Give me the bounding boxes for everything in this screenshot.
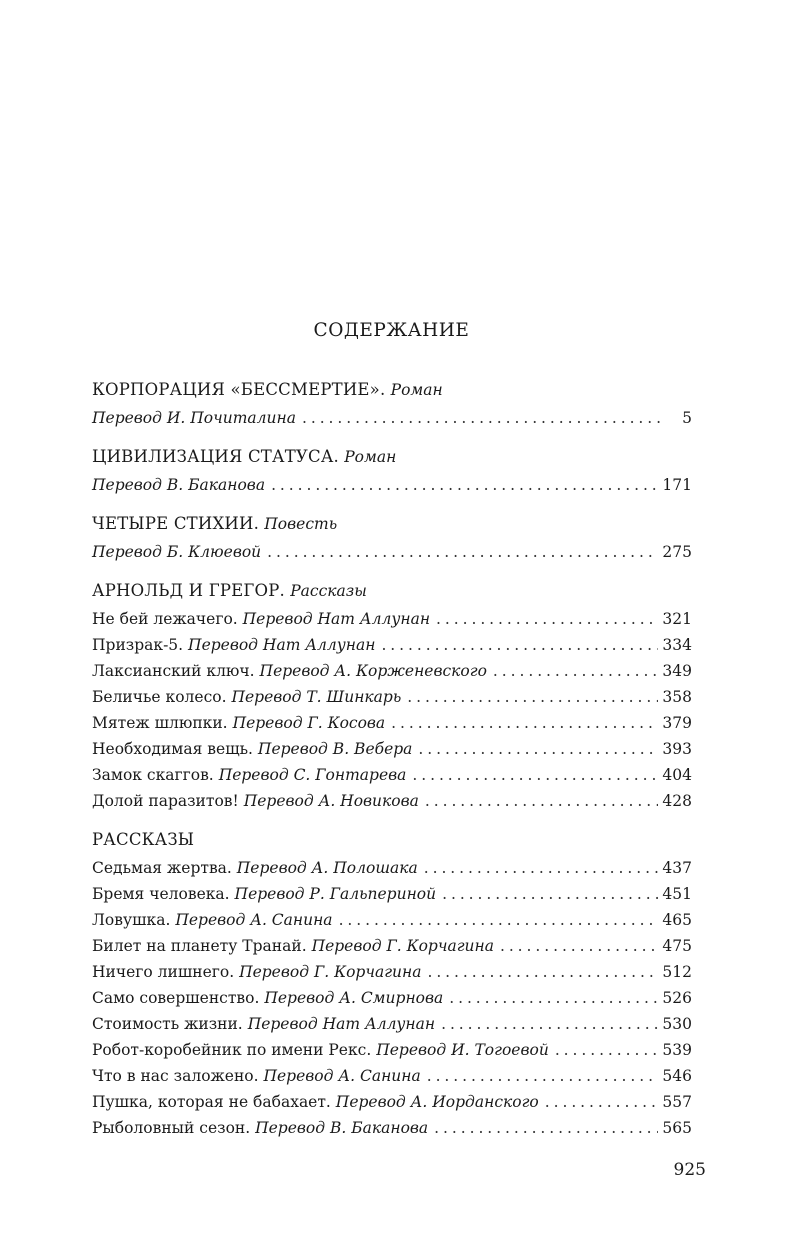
section-heading: [92, 375, 692, 405]
toc-entry: [92, 855, 692, 881]
toc-entry: [92, 736, 692, 762]
entry-title: Ничего лишнего.: [92, 963, 235, 981]
entry-page-number: 358: [662, 688, 692, 706]
entry-page-number: 275: [662, 543, 692, 561]
entry-translator: Перевод Нат Аллунан: [247, 1015, 436, 1033]
entry-page-number: 557: [662, 1093, 692, 1111]
toc-entry: [92, 1037, 692, 1063]
entry-translator: Перевод С. Гонтарева: [218, 766, 407, 784]
dot-leader: [449, 985, 658, 1011]
section-title: КОРПОРАЦИЯ «БЕССМЕРТИЕ».: [92, 380, 386, 399]
section-title: РАССКАЗЫ: [92, 830, 195, 849]
entry-translator: Перевод А. Полошака: [236, 859, 418, 877]
toc-entry: [92, 632, 692, 658]
section-title: АРНОЛЬД И ГРЕГОР.: [92, 581, 285, 600]
section-genre: Рассказы: [290, 582, 367, 600]
page-title: СОДЕРЖАНИЕ: [313, 320, 470, 341]
entry-page-number: 465: [662, 911, 692, 929]
entry-title: Замок скаггов.: [92, 766, 214, 784]
entry-page-number: 451: [662, 885, 692, 903]
section-title: ЧЕТЫРЕ СТИХИИ.: [92, 514, 260, 533]
entry-translator: Перевод Г. Косова: [232, 714, 386, 732]
entry-title: Призрак-5.: [92, 636, 184, 654]
entry-translator: Перевод А. Новикова: [243, 792, 419, 810]
entry-page-number: 526: [662, 989, 692, 1007]
dot-leader: [493, 658, 658, 684]
dot-leader: [434, 1115, 658, 1141]
entry-translator: Перевод А. Корженевского: [259, 662, 487, 680]
entry-translator: Перевод Г. Корчагина: [239, 963, 422, 981]
entry-translator: Перевод Г. Корчагина: [311, 937, 494, 955]
toc-entry: [92, 606, 692, 632]
page-number: 925: [673, 1160, 706, 1180]
toc-entry: [92, 1011, 692, 1037]
entry-translator: Перевод В. Баканова: [92, 476, 266, 494]
entry-title: Билет на планету Транай.: [92, 937, 307, 955]
entry-translator: Перевод Б. Клюевой: [92, 543, 262, 561]
dot-leader: [425, 788, 659, 814]
entry-title: Стоимость жизни.: [92, 1015, 243, 1033]
section-title: ЦИВИЛИЗАЦИЯ СТАТУСА.: [92, 447, 339, 466]
dot-leader: [391, 710, 658, 736]
entry-translator: Перевод А. Санина: [263, 1067, 421, 1085]
toc-entry: [92, 1115, 692, 1141]
entry-page-number: 349: [662, 662, 692, 680]
dot-leader: [500, 933, 658, 959]
dot-leader: [441, 1011, 658, 1037]
entry-page-number: 546: [662, 1067, 692, 1085]
toc-entry: [92, 658, 692, 684]
entry-translator: Перевод Нат Аллунан: [242, 610, 431, 628]
toc-section: [92, 576, 692, 814]
entry-title: Что в нас заложено.: [92, 1067, 259, 1085]
entry-page-number: 379: [662, 714, 692, 732]
dot-leader: [418, 736, 658, 762]
section-genre: Роман: [390, 381, 443, 399]
entry-translator: Перевод В. Вебера: [257, 740, 413, 758]
toc-entry: [92, 985, 692, 1011]
entry-translator: Перевод И. Тогоевой: [376, 1041, 549, 1059]
dot-leader: [424, 855, 659, 881]
entry-translator: Перевод И. Почиталина: [92, 409, 296, 427]
entry-translator: Перевод Т. Шинкарь: [231, 688, 402, 706]
entry-page-number: 5: [682, 409, 692, 427]
toc-entry: [92, 684, 692, 710]
section-heading: [92, 825, 692, 855]
toc-entry: [92, 907, 692, 933]
entry-translator: Перевод В. Баканова: [255, 1119, 429, 1137]
dot-leader: [271, 472, 658, 498]
entry-translator: Перевод А. Санина: [175, 911, 333, 929]
entry-translator: Перевод А. Смирнова: [264, 989, 444, 1007]
entry-translator: Перевод Р. Гальпериной: [234, 885, 437, 903]
toc-section: [92, 509, 692, 565]
dot-leader: [427, 1063, 659, 1089]
toc-entry: [92, 405, 692, 431]
toc-entry: [92, 710, 692, 736]
entry-title: Рыболовный сезон.: [92, 1119, 251, 1137]
entry-title: Ловушка.: [92, 911, 171, 929]
dot-leader: [267, 539, 658, 565]
toc-entry: [92, 762, 692, 788]
dot-leader: [427, 959, 658, 985]
entry-page-number: 512: [662, 963, 692, 981]
toc-entry: [92, 933, 692, 959]
toc-section: [92, 825, 692, 1141]
entry-title: Само совершенство.: [92, 989, 260, 1007]
entry-title: Мятеж шлюпки.: [92, 714, 228, 732]
entry-title: Беличье колесо.: [92, 688, 227, 706]
entry-translator: Перевод Нат Аллунан: [188, 636, 376, 654]
entry-page-number: 321: [662, 610, 692, 628]
dot-leader: [339, 907, 659, 933]
section-genre: Повесть: [264, 515, 338, 533]
toc-entry: [92, 959, 692, 985]
entry-page-number: 437: [662, 859, 692, 877]
dot-leader: [407, 684, 658, 710]
toc-entry: [92, 1089, 692, 1115]
toc-entry: [92, 788, 692, 814]
toc-entry: [92, 472, 692, 498]
entry-title: Бремя человека.: [92, 885, 230, 903]
entry-page-number: 475: [662, 937, 692, 955]
section-genre: Роман: [344, 448, 397, 466]
entry-page-number: 539: [662, 1041, 692, 1059]
entry-page-number: 393: [662, 740, 692, 758]
section-heading: [92, 576, 692, 606]
entry-title: Необходимая вещь.: [92, 740, 253, 758]
dot-leader: [412, 762, 658, 788]
dot-leader: [302, 405, 660, 431]
entry-page-number: 334: [662, 636, 692, 654]
entry-title: Лаксианский ключ.: [92, 662, 255, 680]
toc-entry: [92, 1063, 692, 1089]
entry-page-number: 404: [662, 766, 692, 784]
toc-section: [92, 375, 692, 431]
dot-leader: [442, 881, 658, 907]
entry-page-number: 565: [662, 1119, 692, 1137]
toc-entry: [92, 881, 692, 907]
entry-title: Не бей лежачего.: [92, 610, 238, 628]
dot-leader: [555, 1037, 659, 1063]
entry-page-number: 428: [662, 792, 692, 810]
entry-title: Долой паразитов!: [92, 792, 239, 810]
entry-title: Пушка, которая не бабахает.: [92, 1093, 331, 1111]
entry-title: Седьмая жертва.: [92, 859, 232, 877]
entry-title: Робот-коробейник по имени Рекс.: [92, 1041, 372, 1059]
dot-leader: [545, 1089, 659, 1115]
dot-leader: [436, 606, 658, 632]
entry-page-number: 171: [662, 476, 692, 494]
toc-entry: [92, 539, 692, 565]
dot-leader: [381, 632, 658, 658]
section-heading: [92, 509, 692, 539]
entry-page-number: 530: [662, 1015, 692, 1033]
section-heading: [92, 442, 692, 472]
table-of-contents: [92, 375, 692, 1152]
entry-translator: Перевод А. Иорданского: [335, 1093, 539, 1111]
toc-section: [92, 442, 692, 498]
